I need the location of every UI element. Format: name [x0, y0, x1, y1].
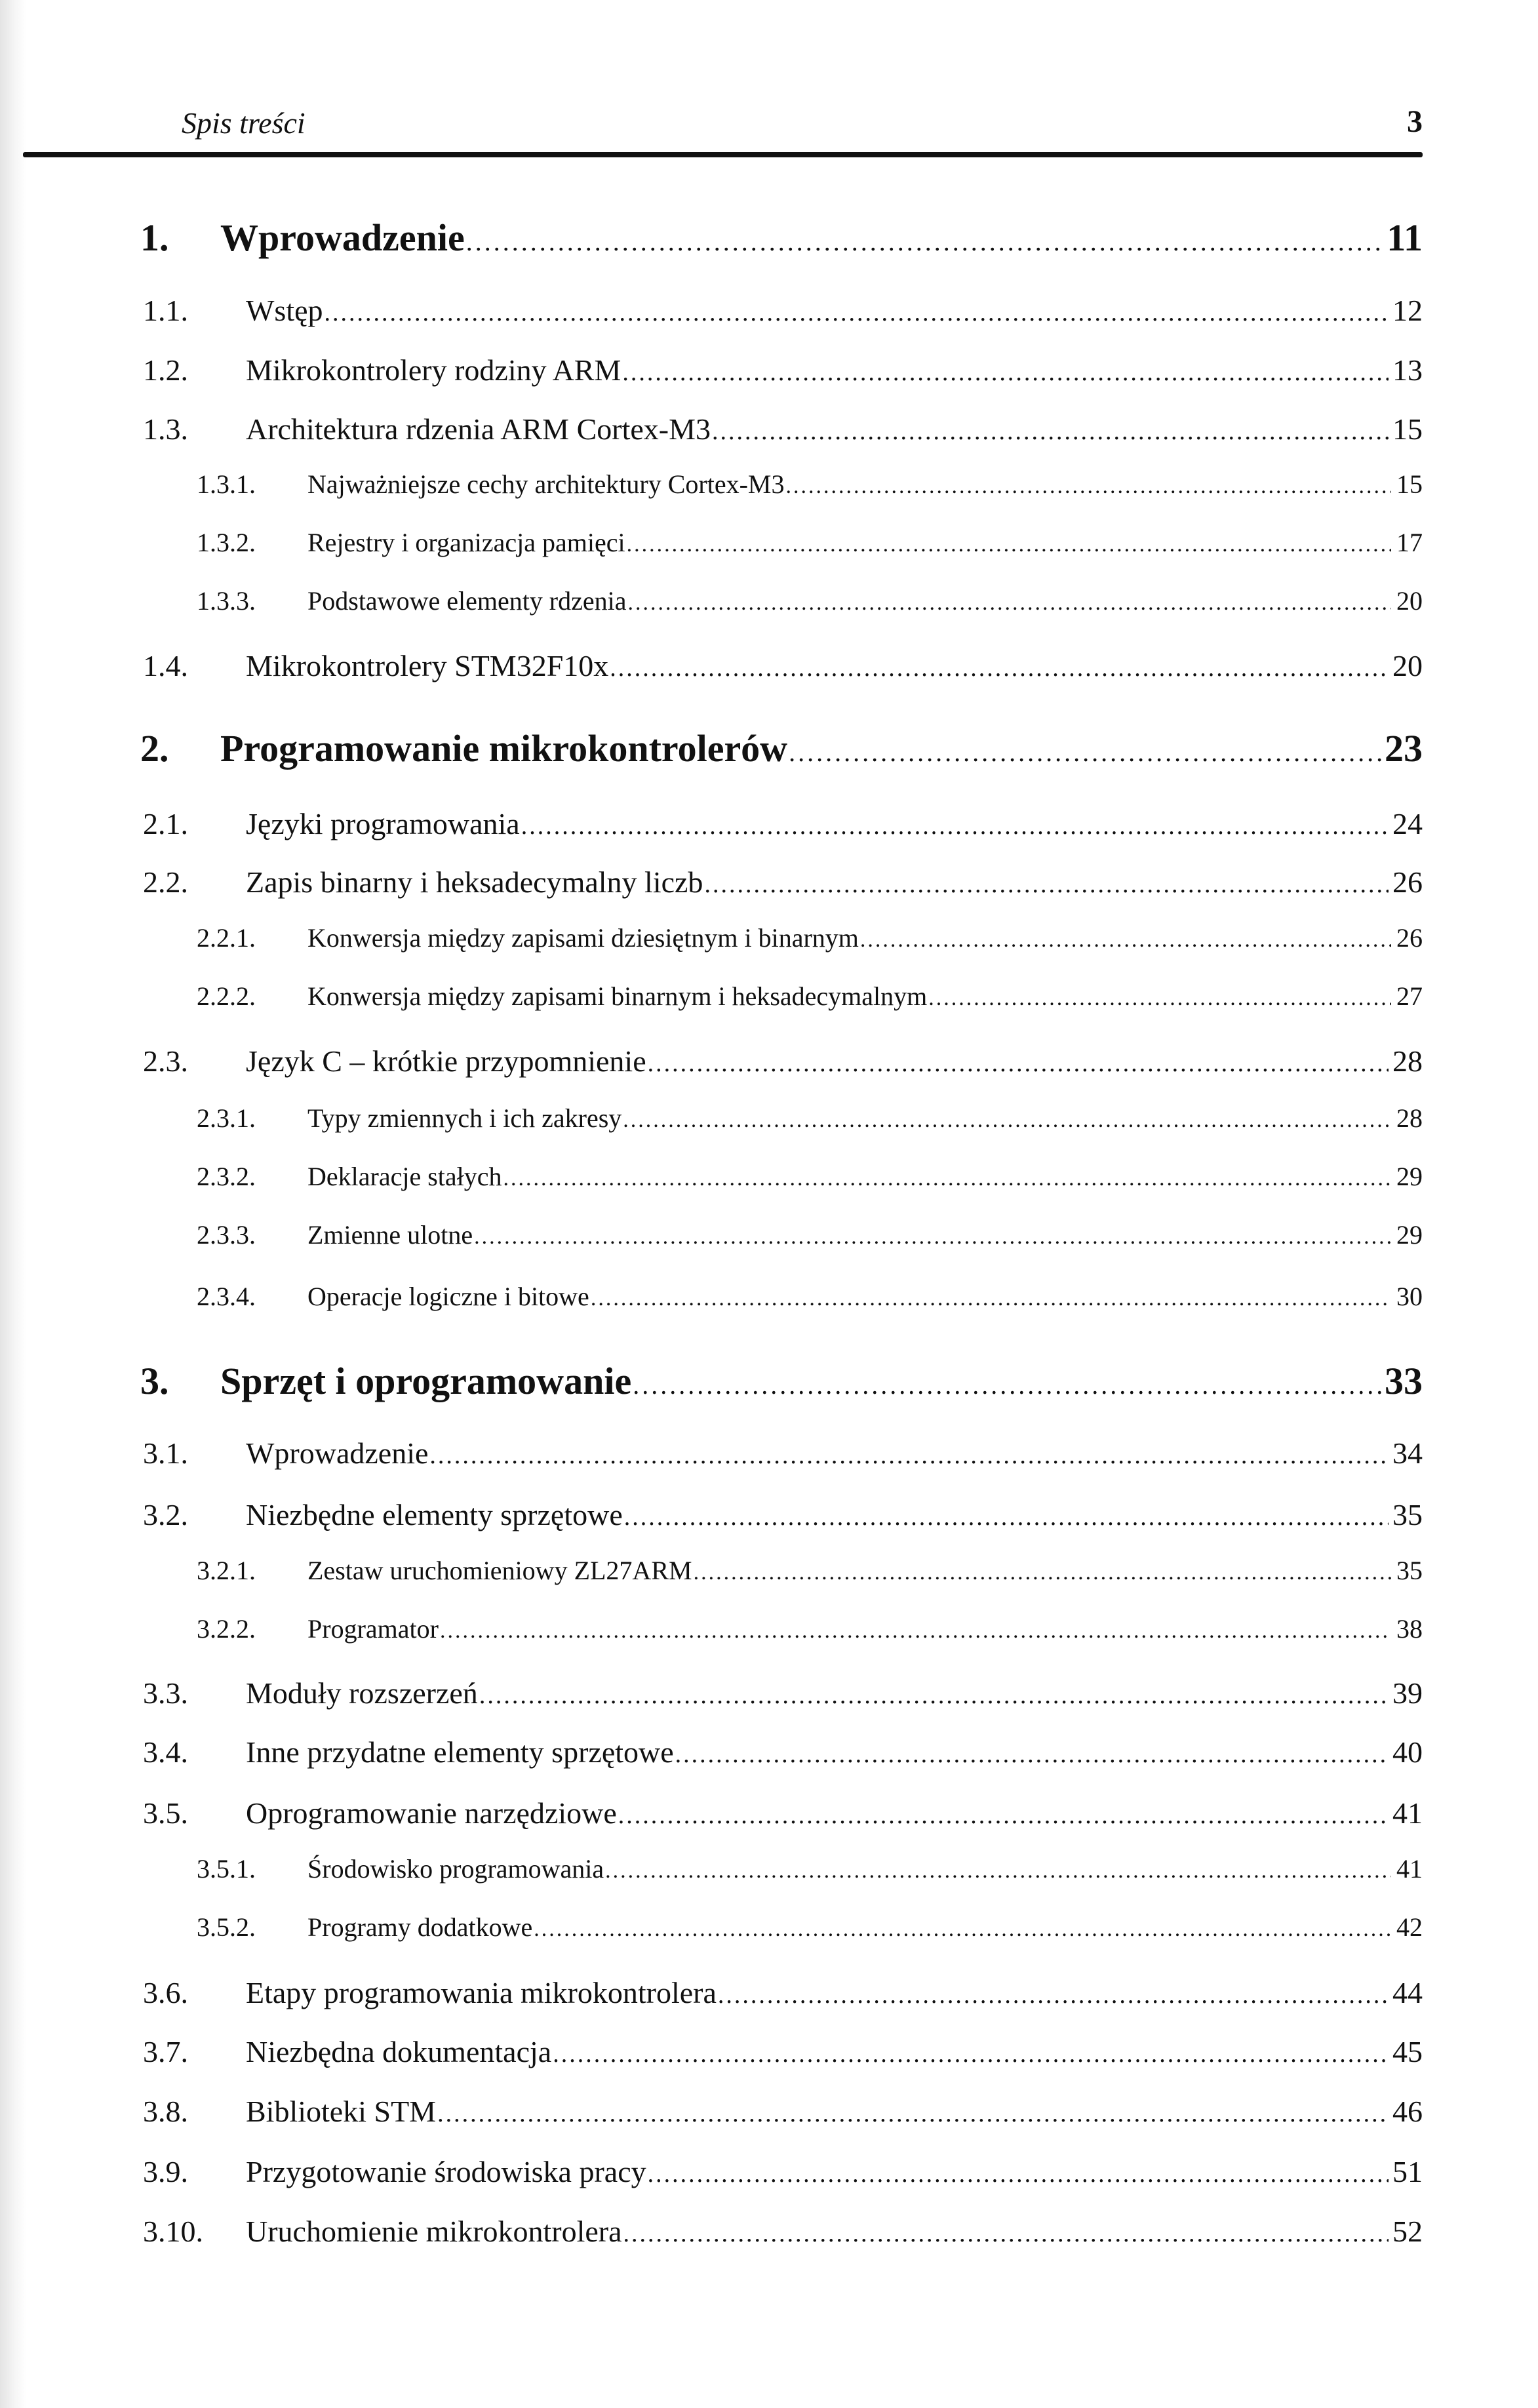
toc-number: 1.3. [143, 412, 188, 446]
toc-subsection[interactable] [197, 1279, 1423, 1316]
toc-title: Konwersja między zapisami dziesiętnym i binarnym [307, 923, 859, 953]
toc-title: Niezbędna dokumentacja [246, 2035, 552, 2068]
toc-number: 2.2.1. [197, 923, 256, 953]
toc-page: 42 [1396, 1912, 1423, 1942]
toc-page: 12 [1392, 294, 1423, 327]
dot-leader [648, 2154, 1389, 2194]
toc-page: 34 [1392, 1436, 1423, 1470]
toc-page: 29 [1396, 1220, 1423, 1250]
toc-title: Wprowadzenie [246, 1436, 429, 1470]
toc-number: 3.5. [143, 1796, 188, 1830]
toc-subsection[interactable] [197, 1101, 1423, 1138]
toc-title: Operacje logiczne i bitowe [307, 1282, 589, 1311]
toc-page: 45 [1392, 2035, 1423, 2068]
toc-number: 2.3.4. [197, 1282, 256, 1311]
toc-title: Mikrokontrolery STM32F10x [246, 649, 609, 682]
page-number: 3 [1407, 104, 1423, 139]
toc-page: 20 [1396, 586, 1423, 616]
toc-number: 2.2. [143, 865, 188, 899]
toc-page: 44 [1392, 1976, 1423, 2009]
toc-page: 33 [1385, 1360, 1423, 1402]
header-rule [23, 152, 1423, 157]
dot-leader [718, 1975, 1389, 2015]
toc-number: 3.5.1. [197, 1854, 256, 1884]
toc-title: Język C – krótkie przypomnienie [246, 1044, 646, 1078]
toc-title: Uruchomienie mikrokontrolera [246, 2215, 622, 2248]
toc-section[interactable] [143, 1733, 1423, 1774]
dot-leader [474, 1219, 1391, 1255]
toc-page: 35 [1396, 1556, 1423, 1585]
dot-leader [440, 1613, 1391, 1649]
toc-number: 3.9. [143, 2155, 188, 2188]
toc-section[interactable] [143, 2152, 1423, 2194]
dot-leader [623, 1103, 1391, 1138]
dot-leader [466, 219, 1382, 265]
toc-number: 3. [140, 1360, 169, 1402]
toc-title: Zapis binarny i heksadecymalny liczb [246, 865, 703, 899]
toc-title: Oprogramowanie narzędziowe [246, 1796, 617, 1830]
toc-number: 1. [140, 216, 169, 259]
toc-number: 2.2.2. [197, 981, 256, 1011]
toc-title: Wstęp [246, 294, 323, 327]
toc-title: Niezbędne elementy sprzętowe [246, 1498, 623, 1531]
toc-title: Deklaracje stałych [307, 1162, 502, 1191]
toc-title: Rejestry i organizacja pamięci [307, 528, 625, 557]
toc-subsection[interactable] [197, 467, 1423, 504]
toc-section[interactable] [143, 804, 1423, 846]
toc-page: 38 [1396, 1614, 1423, 1644]
toc-subsection[interactable] [197, 583, 1423, 621]
toc-page: 28 [1392, 1044, 1423, 1078]
toc-title: Architektura rdzenia ARM Cortex-M3 [246, 412, 711, 446]
dot-leader [623, 2214, 1389, 2253]
toc-page: 27 [1396, 981, 1423, 1011]
toc-page: 35 [1392, 1498, 1423, 1531]
dot-leader [534, 1912, 1391, 1947]
dot-leader [785, 469, 1391, 504]
toc-title: Programy dodatkowe [307, 1912, 533, 1942]
toc-page: 23 [1385, 727, 1423, 770]
dot-leader [675, 1735, 1389, 1774]
toc-number: 3.6. [143, 1976, 188, 2009]
toc-chapter[interactable] [140, 726, 1423, 776]
toc-title: Zmienne ulotne [307, 1220, 473, 1250]
toc-section[interactable] [143, 646, 1423, 688]
toc-page: 40 [1392, 1735, 1423, 1769]
toc-page: 41 [1396, 1854, 1423, 1884]
toc-number: 2.1. [143, 807, 188, 840]
toc-section[interactable] [143, 2032, 1423, 2074]
dot-leader [429, 1436, 1389, 1475]
toc-section[interactable] [143, 291, 1423, 332]
toc-section[interactable] [143, 1794, 1423, 1835]
toc-title: Przygotowanie środowiska pracy [246, 2155, 646, 2188]
toc-section[interactable] [143, 1042, 1423, 1083]
toc-section[interactable] [143, 1434, 1423, 1475]
toc-title: Mikrokontrolery rodziny ARM [246, 353, 621, 387]
toc-section[interactable] [143, 2092, 1423, 2133]
toc-page: 41 [1392, 1796, 1423, 1830]
toc-subsection[interactable] [197, 1910, 1423, 1947]
toc-number: 2. [140, 727, 169, 770]
toc-number: 3.7. [143, 2035, 188, 2068]
toc-page: 26 [1392, 865, 1423, 899]
toc-subsection[interactable] [197, 920, 1423, 958]
toc-section[interactable] [143, 351, 1423, 392]
toc-subsection[interactable] [197, 979, 1423, 1016]
dot-leader [627, 527, 1391, 563]
toc-number: 1.4. [143, 649, 188, 682]
toc-title: Sprzęt i oprogramowanie [220, 1360, 632, 1402]
toc-title: Etapy programowania mikrokontrolera [246, 1976, 717, 2009]
dot-leader [591, 1281, 1391, 1316]
toc-page: 51 [1392, 2155, 1423, 2188]
toc-section[interactable] [143, 1973, 1423, 2015]
dot-leader [789, 730, 1382, 776]
dot-leader [605, 1853, 1391, 1889]
toc-page: 29 [1396, 1162, 1423, 1191]
dot-leader [624, 1497, 1389, 1537]
toc-page: 13 [1392, 353, 1423, 387]
toc-subsection[interactable] [197, 1553, 1423, 1590]
toc-number: 2.3.2. [197, 1162, 256, 1191]
toc-title: Programator [307, 1614, 439, 1644]
toc-number: 3.1. [143, 1436, 188, 1470]
toc-page: 52 [1392, 2215, 1423, 2248]
toc-page: 46 [1392, 2095, 1423, 2128]
toc-subsection[interactable] [197, 525, 1423, 563]
dot-leader [628, 585, 1391, 621]
toc-page: 39 [1392, 1676, 1423, 1710]
toc-title: Środowisko programowania [307, 1854, 604, 1884]
dot-leader [503, 1161, 1391, 1196]
toc-number: 3.5.2. [197, 1912, 256, 1942]
dot-leader [325, 293, 1389, 332]
toc-section[interactable] [143, 1495, 1423, 1537]
toc-number: 3.2.2. [197, 1614, 256, 1644]
toc-page: 15 [1392, 412, 1423, 446]
dot-leader [928, 981, 1391, 1016]
toc-chapter[interactable] [140, 1358, 1423, 1408]
toc-number: 1.2. [143, 353, 188, 387]
toc-number: 3.3. [143, 1676, 188, 1710]
dot-leader [860, 922, 1391, 958]
toc-page: 24 [1392, 807, 1423, 840]
dot-leader [712, 412, 1389, 451]
toc-number: 1.1. [143, 294, 188, 327]
dot-leader [704, 865, 1389, 904]
toc-number: 3.2. [143, 1498, 188, 1531]
toc-number: 2.3.3. [197, 1220, 256, 1250]
toc-page: 11 [1387, 216, 1423, 259]
dot-leader [521, 806, 1389, 846]
toc-number: 2.3. [143, 1044, 188, 1078]
toc-section[interactable] [143, 2212, 1423, 2253]
toc-subsection[interactable] [197, 1611, 1423, 1649]
toc-subsection[interactable] [197, 1159, 1423, 1196]
toc-title: Wprowadzenie [220, 216, 465, 259]
toc-number: 3.4. [143, 1735, 188, 1769]
toc-subsection[interactable] [197, 1851, 1423, 1889]
toc-number: 1.3.3. [197, 586, 256, 616]
toc-page: 30 [1396, 1282, 1423, 1311]
toc-title: Moduły rozszerzeń [246, 1676, 478, 1710]
toc-page: 28 [1396, 1103, 1423, 1133]
toc-page: 20 [1392, 649, 1423, 682]
toc-number: 1.3.1. [197, 469, 256, 499]
toc-number: 3.2.1. [197, 1556, 256, 1585]
toc-section[interactable] [143, 1674, 1423, 1715]
dot-leader [618, 1796, 1389, 1835]
toc-title: Zestaw uruchomieniowy ZL27ARM [307, 1556, 692, 1585]
page-edge-shadow [0, 0, 26, 2408]
dot-leader [553, 2034, 1389, 2074]
toc-title: Inne przydatne elementy sprzętowe [246, 1735, 674, 1769]
toc-number: 2.3.1. [197, 1103, 256, 1133]
toc-subsection[interactable] [197, 1217, 1423, 1255]
dot-leader [479, 1676, 1389, 1715]
toc-title: Konwersja między zapisami binarnym i heksadecymalnym [307, 981, 928, 1011]
toc-title: Typy zmiennych i ich zakresy [307, 1103, 622, 1133]
toc-number: 3.8. [143, 2095, 188, 2128]
toc-section[interactable] [143, 863, 1423, 904]
toc-title: Języki programowania [246, 807, 520, 840]
toc-title: Najważniejsze cechy architektury Cortex-M3 [307, 469, 785, 499]
toc-page: 15 [1396, 469, 1423, 499]
toc-number: 1.3.2. [197, 528, 256, 557]
toc-number: 3.10. [143, 2215, 203, 2248]
toc-title: Podstawowe elementy rdzenia [307, 586, 627, 616]
toc-title: Programowanie mikrokontrolerów [220, 727, 788, 770]
dot-leader [610, 648, 1389, 688]
dot-leader [648, 1044, 1389, 1083]
dot-leader [437, 2094, 1389, 2133]
dot-leader [633, 1362, 1382, 1408]
running-head-title: Spis treści [182, 106, 306, 140]
dot-leader [622, 353, 1389, 392]
toc-title: Biblioteki STM [246, 2095, 437, 2128]
toc-section[interactable] [143, 410, 1423, 451]
toc-page: 17 [1396, 528, 1423, 557]
toc-chapter[interactable] [140, 215, 1423, 265]
dot-leader [694, 1555, 1391, 1590]
toc-page: 26 [1396, 923, 1423, 953]
